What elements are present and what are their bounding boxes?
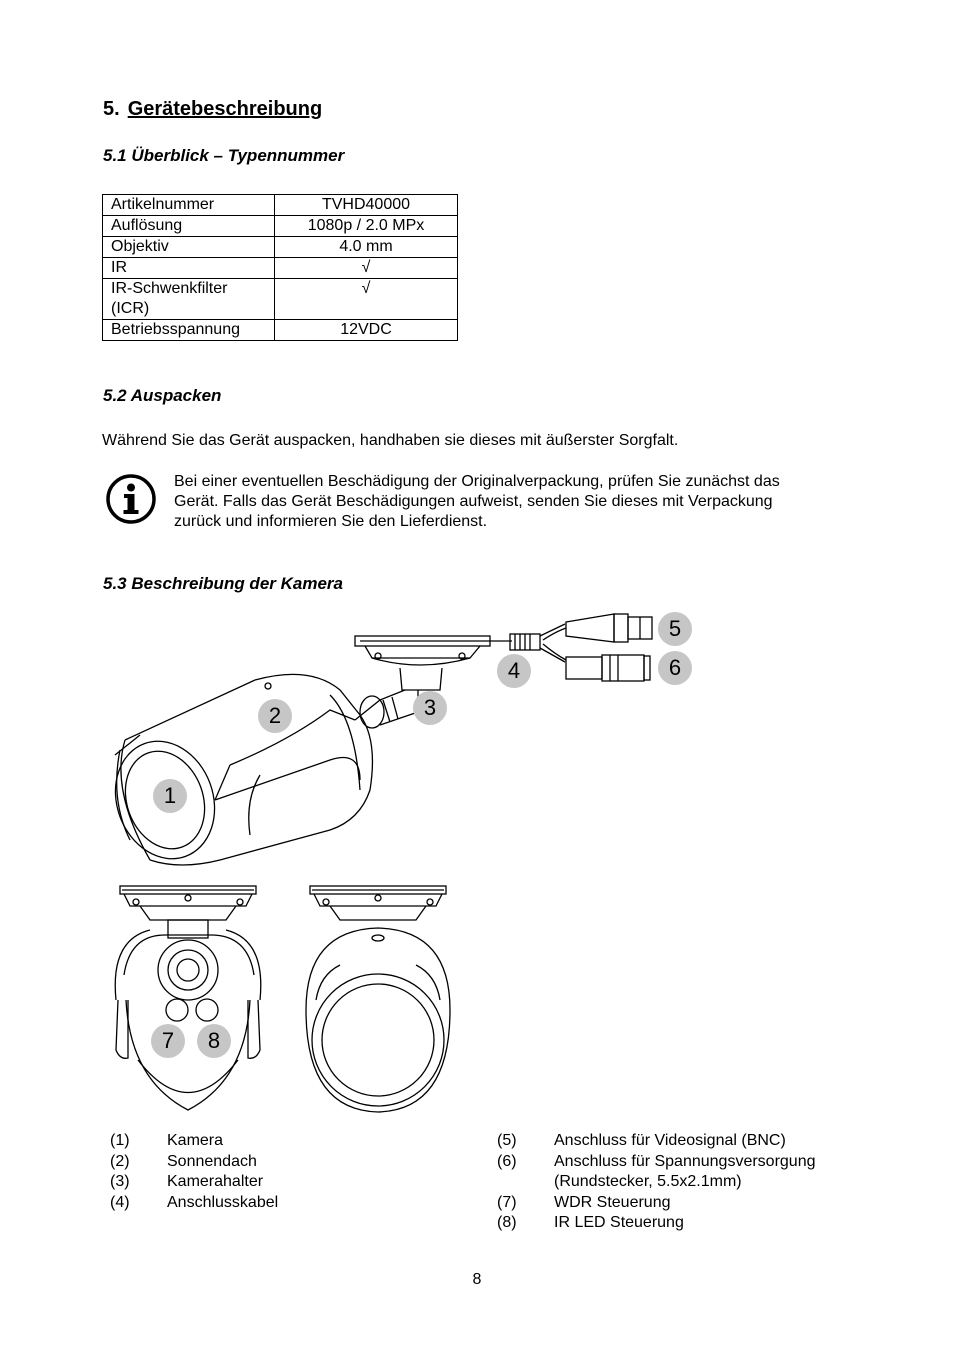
- legend-text: Anschluss für Videosignal (BNC): [554, 1132, 786, 1149]
- legend-number: (5): [497, 1132, 517, 1149]
- table-row: [103, 258, 458, 279]
- mount-plate: [355, 636, 490, 690]
- legend-number: (3): [110, 1173, 130, 1190]
- subsection-title-camera: 5.3 Beschreibung der Kamera: [103, 574, 343, 593]
- info-note-line: Gerät. Falls das Gerät Beschädigungen aufweist, senden Sie dieses mit Verpackung: [174, 493, 773, 510]
- table-row: [103, 237, 458, 258]
- table-cell-label: IR-Schwenkfilter (ICR): [103, 279, 275, 320]
- front-view: [115, 886, 261, 1110]
- camera-diagram: [0, 600, 954, 1120]
- subsection-title-unpacking: 5.2 Auspacken: [103, 386, 222, 405]
- table-cell-value: 4.0 mm: [275, 237, 458, 258]
- callout-3: 3: [413, 691, 447, 725]
- table-cell-label: Auflösung: [103, 216, 275, 237]
- table-cell-value: 1080p / 2.0 MPx: [275, 216, 458, 237]
- info-icon: [105, 473, 157, 525]
- legend-item: [497, 1131, 857, 1152]
- legend-text: Anschlusskabel: [167, 1193, 279, 1211]
- callout-8: 8: [197, 1024, 231, 1058]
- legend-item: [497, 1152, 857, 1173]
- legend-item: [497, 1193, 857, 1214]
- unpacking-text: Während Sie das Gerät auspacken, handhaben sie dieses mit äußerster Sorgfalt.: [102, 432, 679, 449]
- legend-item-continuation: [497, 1172, 857, 1193]
- legend-item: [110, 1131, 440, 1152]
- table-row: [103, 195, 458, 216]
- table-cell-value: TVHD40000: [275, 195, 458, 216]
- info-note-line: Bei einer eventuellen Beschädigung der Originalverpackung, prüfen Sie zunächst das: [174, 473, 780, 490]
- legend-text: Anschluss für Spannungsversorgung: [554, 1152, 816, 1170]
- table-cell-label: Objektiv: [103, 237, 275, 258]
- section-title: Gerätebeschreibung: [127, 98, 323, 120]
- legend-item: [110, 1152, 440, 1173]
- table-cell-value: √: [275, 258, 458, 279]
- callout-6: 6: [658, 651, 692, 685]
- table-cell-value: √: [275, 279, 458, 320]
- callout-4: 4: [497, 654, 531, 688]
- legend-number: (8): [497, 1214, 517, 1231]
- section-number: 5.: [103, 98, 120, 120]
- legend-number: (1): [110, 1132, 130, 1149]
- legend-text: Sonnendach: [167, 1152, 257, 1170]
- legend-left: [110, 1131, 440, 1213]
- info-note-line: zurück und informieren Sie den Lieferdienst.: [174, 513, 488, 530]
- camera-body: [99, 674, 372, 872]
- table-cell-label: IR: [103, 258, 275, 279]
- legend-item: [110, 1193, 440, 1214]
- legend-right: [497, 1131, 857, 1234]
- callout-1: 1: [153, 779, 187, 813]
- page-number: 8: [472, 1271, 482, 1288]
- table-cell-label: Betriebsspannung: [103, 320, 275, 341]
- table-row: [103, 320, 458, 341]
- legend-text: WDR Steuerung: [554, 1193, 671, 1211]
- legend-item: [497, 1213, 857, 1234]
- table-cell-value: 12VDC: [275, 320, 458, 341]
- bnc-connector: [566, 614, 652, 642]
- legend-text: Kamerahalter: [167, 1173, 264, 1190]
- subsection-title-overview: 5.1 Überblick – Typennummer: [103, 146, 345, 165]
- info-note: [174, 472, 780, 532]
- legend-text: IR LED Steuerung: [554, 1214, 684, 1231]
- legend-item: [110, 1172, 440, 1193]
- callout-5: 5: [658, 612, 692, 646]
- rear-view: [306, 886, 450, 1112]
- table-cell-label: Artikelnummer: [103, 195, 275, 216]
- cable: [488, 624, 566, 662]
- section-heading: [103, 98, 322, 121]
- table-row: [103, 279, 458, 320]
- legend-number: (7): [497, 1193, 517, 1211]
- legend-text: Kamera: [167, 1132, 224, 1149]
- callout-7: 7: [151, 1024, 185, 1058]
- dc-connector: [566, 655, 650, 681]
- legend-text-continuation: (Rundstecker, 5.5x2.1mm): [554, 1173, 742, 1190]
- callout-2: 2: [258, 699, 292, 733]
- legend-number: (4): [110, 1193, 130, 1211]
- table-row: [103, 216, 458, 237]
- legend-number: (2): [110, 1152, 130, 1170]
- legend-number: (6): [497, 1152, 517, 1170]
- spec-table: [102, 194, 458, 341]
